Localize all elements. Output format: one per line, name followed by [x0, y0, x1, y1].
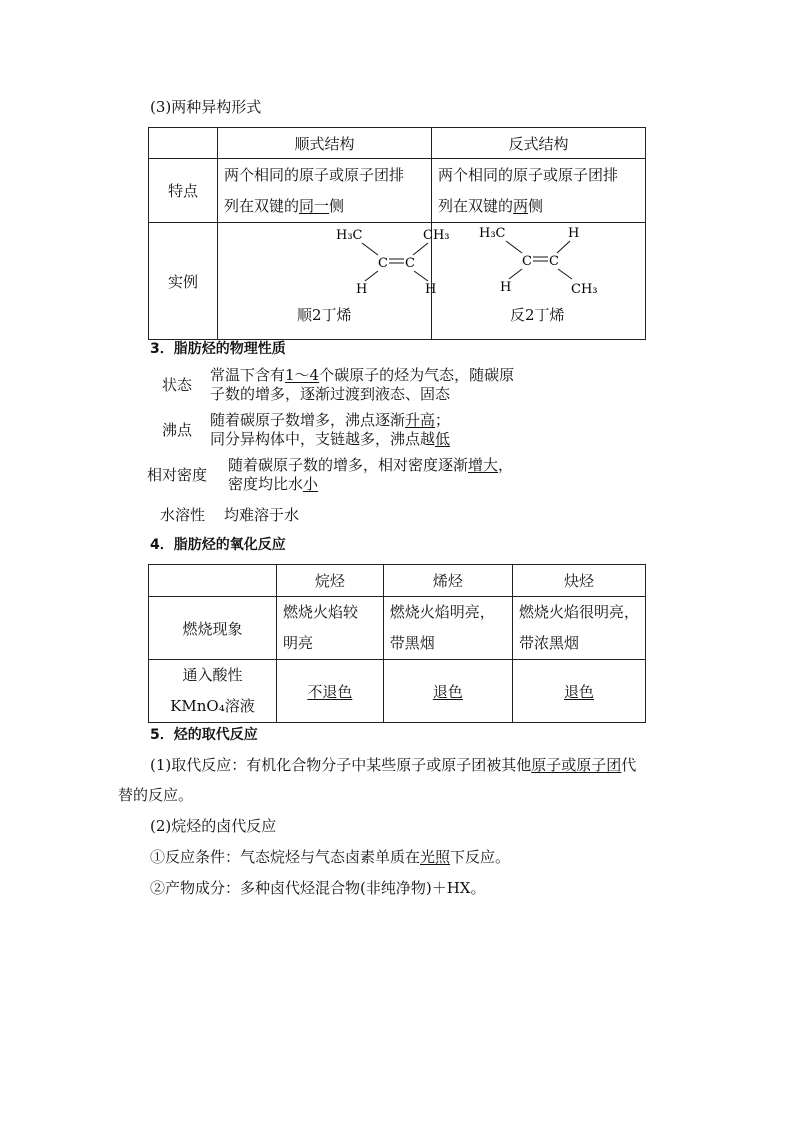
condition-text-b: 下反应。	[450, 848, 511, 866]
halogenation-title: (2)烷烃的卤代反应	[150, 817, 277, 835]
density-line1	[228, 455, 513, 475]
header-cis: 顺式结构	[218, 128, 432, 159]
cis-h3c-label: H₃C	[336, 228, 363, 243]
alkyne-burn-line2: 带浓黑烟	[518, 634, 579, 652]
state-line2: 子数的增多，逐渐过渡到液态、固态	[210, 385, 451, 403]
label-state: 状态	[162, 376, 193, 394]
substitution-definition	[150, 755, 636, 775]
section-title-physical: 3．脂肪烃的物理性质	[150, 341, 286, 357]
trans-h3c-label: H₃C	[479, 226, 506, 241]
cis-bond-ll	[365, 271, 378, 281]
header-trans: 反式结构	[432, 128, 646, 159]
trans-bond-ll	[509, 269, 522, 279]
bp-text-a: 随着碳原子数增多，沸点逐渐	[210, 411, 406, 429]
bp-answer-2: 低	[435, 430, 451, 448]
density-text-a: 随着碳原子数的增多，相对密度逐渐	[228, 456, 469, 474]
cis-feature-cell	[218, 159, 432, 223]
alkene-burn-line1: 燃烧火焰明亮，	[389, 603, 495, 621]
label-solubility: 水溶性	[160, 506, 206, 524]
trans-bond-ur	[557, 241, 570, 253]
trans-feature-line1: 两个相同的原子或原子团排	[438, 165, 619, 184]
condition-text-a: ①反应条件：气态烷烃与气态卤素单质在	[150, 848, 421, 866]
trans-feature-cell	[432, 159, 646, 223]
bp-line2	[210, 429, 450, 449]
trans-bond-lr	[558, 269, 572, 279]
trans-c1-label: C	[522, 254, 532, 269]
cis-feature-text: 列在双键的	[224, 196, 300, 215]
alkane-kmno4-answer: 不退色	[307, 682, 353, 701]
cis-feature-line1: 两个相同的原子或原子团排	[224, 165, 405, 184]
section-title-isomer-forms: (3)两种异构形式	[150, 98, 262, 116]
solubility-value: 均难溶于水	[224, 506, 300, 524]
bp-line1	[210, 410, 450, 430]
header-alkane: 烷烃	[276, 565, 383, 597]
condition-answer: 光照	[420, 848, 451, 866]
bp-text-c: 同分异构体中，支链越多，沸点越	[210, 430, 436, 448]
alkyne-kmno4-answer: 退色	[563, 682, 594, 701]
substitution-answer: 原子或原子团	[531, 756, 622, 774]
trans-bond-ul	[506, 241, 522, 253]
section-title-oxidation: 4．脂肪烃的氧化反应	[150, 537, 286, 553]
density-answer-1: 增大	[468, 456, 499, 474]
density-text-b: ，	[498, 456, 514, 474]
cis-h2-label: H	[425, 282, 437, 297]
section-title-substitution: 5．烃的取代反应	[150, 727, 258, 743]
alkene-kmno4-answer: 退色	[432, 682, 463, 701]
oxidation-table	[148, 564, 646, 723]
density-answer-2: 小	[303, 475, 319, 493]
product-composition: ②产物成分：多种卤代烃混合物(非纯净物)＋HX。	[150, 879, 486, 897]
cis-ch3-label: CH₃	[423, 228, 450, 243]
state-text-a: 常温下含有	[210, 366, 286, 384]
density-line2	[228, 474, 318, 494]
cis-h1-label: H	[356, 282, 368, 297]
alkane-kmno4-cell	[276, 660, 383, 723]
row-label-example: 实例	[149, 223, 218, 340]
state-line1	[210, 365, 514, 385]
trans-name: 反2丁烯	[510, 306, 565, 324]
substitution-text-a: (1)取代反应：有机化合物分子中某些原子或原子团被其他	[150, 756, 532, 774]
trans-h-top-label: H	[568, 226, 580, 241]
trans-feature-answer: 两	[513, 196, 529, 215]
trans-h-bottom-label: H	[500, 280, 512, 295]
substitution-text-b: 代	[621, 756, 637, 774]
cis-bond-ul	[362, 243, 378, 255]
header-alkene: 烯烃	[383, 565, 512, 597]
bp-text-b: ；	[435, 411, 451, 429]
alkene-kmno4-cell	[383, 660, 512, 723]
cis-c2-label: C	[405, 256, 415, 271]
alkane-combustion-cell	[276, 597, 383, 660]
trans-feature-tail: 侧	[528, 196, 544, 215]
row-label-feature: 特点	[149, 159, 218, 223]
alkene-combustion-cell	[383, 597, 512, 660]
state-text-b: 个碳原子的烃为气态，随碳原	[319, 366, 515, 384]
alkene-burn-line2: 带黑烟	[389, 634, 435, 652]
bp-answer-1: 升高	[405, 411, 436, 429]
row-label-combustion: 燃烧现象	[149, 597, 277, 660]
state-answer: 1～4	[285, 366, 320, 384]
trans-ch3-label: CH₃	[571, 282, 598, 297]
cis-bond-ur	[413, 243, 428, 255]
label-density: 相对密度	[147, 466, 208, 484]
alkane-burn-line2: 明亮	[282, 634, 313, 652]
kmno4-label-line1: 通入酸性	[182, 666, 243, 684]
alkyne-kmno4-cell	[512, 660, 645, 723]
cis-name: 顺2丁烯	[297, 306, 352, 324]
trans-feature-line2	[438, 191, 639, 222]
kmno4-label-line2: KMnO₄溶液	[170, 697, 255, 715]
cis-bond-lr	[414, 271, 428, 281]
alkane-burn-line1: 燃烧火焰较	[282, 603, 358, 621]
cis-feature-line2	[224, 191, 425, 222]
trans-c2-label: C	[549, 254, 559, 269]
reaction-condition	[150, 847, 510, 867]
alkyne-burn-line1: 燃烧火焰很明亮，	[518, 603, 639, 621]
cis-feature-tail: 侧	[329, 196, 345, 215]
trans-feature-text: 列在双键的	[438, 196, 514, 215]
alkyne-combustion-cell	[512, 597, 645, 660]
density-text-c: 密度均比水	[228, 475, 304, 493]
isomer-table	[148, 127, 646, 340]
cis-c1-label: C	[378, 256, 388, 271]
row-label-kmno4	[149, 660, 277, 723]
substitution-definition-cont: 替的反应。	[118, 786, 194, 804]
cis-feature-answer: 同一	[299, 196, 330, 215]
label-boiling-point: 沸点	[162, 421, 193, 439]
header-alkyne: 炔烃	[512, 565, 645, 597]
